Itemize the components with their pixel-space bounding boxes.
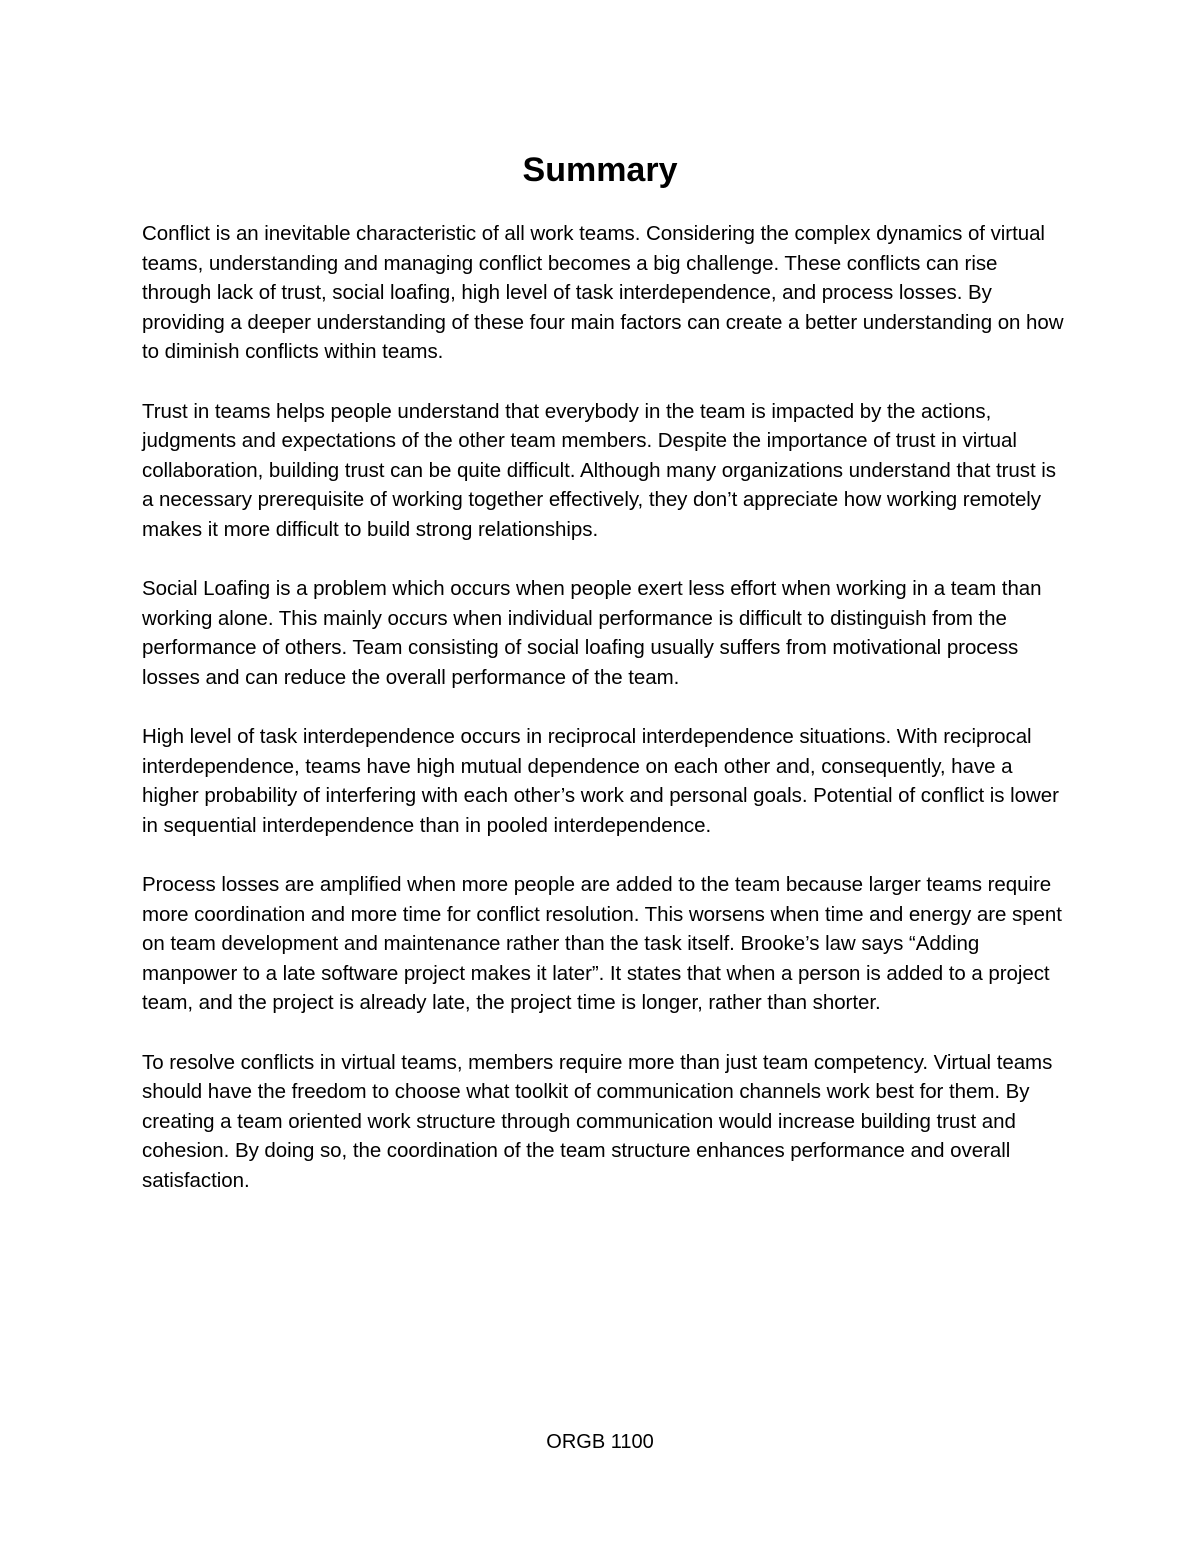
paragraph-conclusion: To resolve conflicts in virtual teams, members require more than just team competency. Virtual teams should have the freedom to choose what toolkit of communication channels work best for them. By creating a team oriented work structure through communication would increase building trust and cohesion. By doing so, the coordination of the team structure enhances performance and overall satisfaction. — [142, 1050, 1053, 1192]
paragraph-task-interdependence: High level of task interdependence occurs in reciprocal interdependence situations. With reciprocal interdependence, teams have high mutual dependence on each other and, consequently, have a higher probability of interfering with each other’s work and personal goals. Potential of conflict is lower in sequential interdependence than in pooled interdependence. — [142, 725, 1059, 837]
page-footer: ORGB 1100 — [546, 1431, 654, 1453]
document-body — [142, 219, 1067, 1225]
paragraph-process-losses: Process losses are amplified when more people are added to the team because larger teams require more coordination and more time for conflict resolution. This worsens when time and energy are spent on team development and maintenance rather than the task itself. Brooke’s law says “Adding manpower to a late software project makes it later”. It states that when a person is added to a project team, and the project is already late, the project time is longer, rather than shorter. — [142, 873, 1062, 1015]
page-title: Summary — [522, 151, 678, 189]
paragraph-social-loafing: Social Loafing is a problem which occurs when people exert less effort when working in a team than working alone. This mainly occurs when individual performance is difficult to distinguish from the performance of others. Team consisting of social loafing usually suffers from motivational process losses and can reduce the overall performance of the team. — [142, 577, 1042, 689]
paragraph-trust: Trust in teams helps people understand that everybody in the team is impacted by the actions, judgments and expectations of the other team members. Despite the importance of trust in virtual collaboration, building trust can be quite difficult. Although many organizations understand that trust is a necessary prerequisite of working together effectively, they don’t appreciate how working remotely makes it more difficult to build strong relationships. — [142, 399, 1056, 541]
paragraph-introduction: Conflict is an inevitable characteristic of all work teams. Considering the complex dynamics of virtual teams, understanding and managing conflict becomes a big challenge. These conflicts can rise through lack of trust, social loafing, high level of task interdependence, and process losses. By providing a deeper understanding of these four main factors can create a better understanding on how to diminish conflicts within teams. — [142, 222, 1064, 364]
